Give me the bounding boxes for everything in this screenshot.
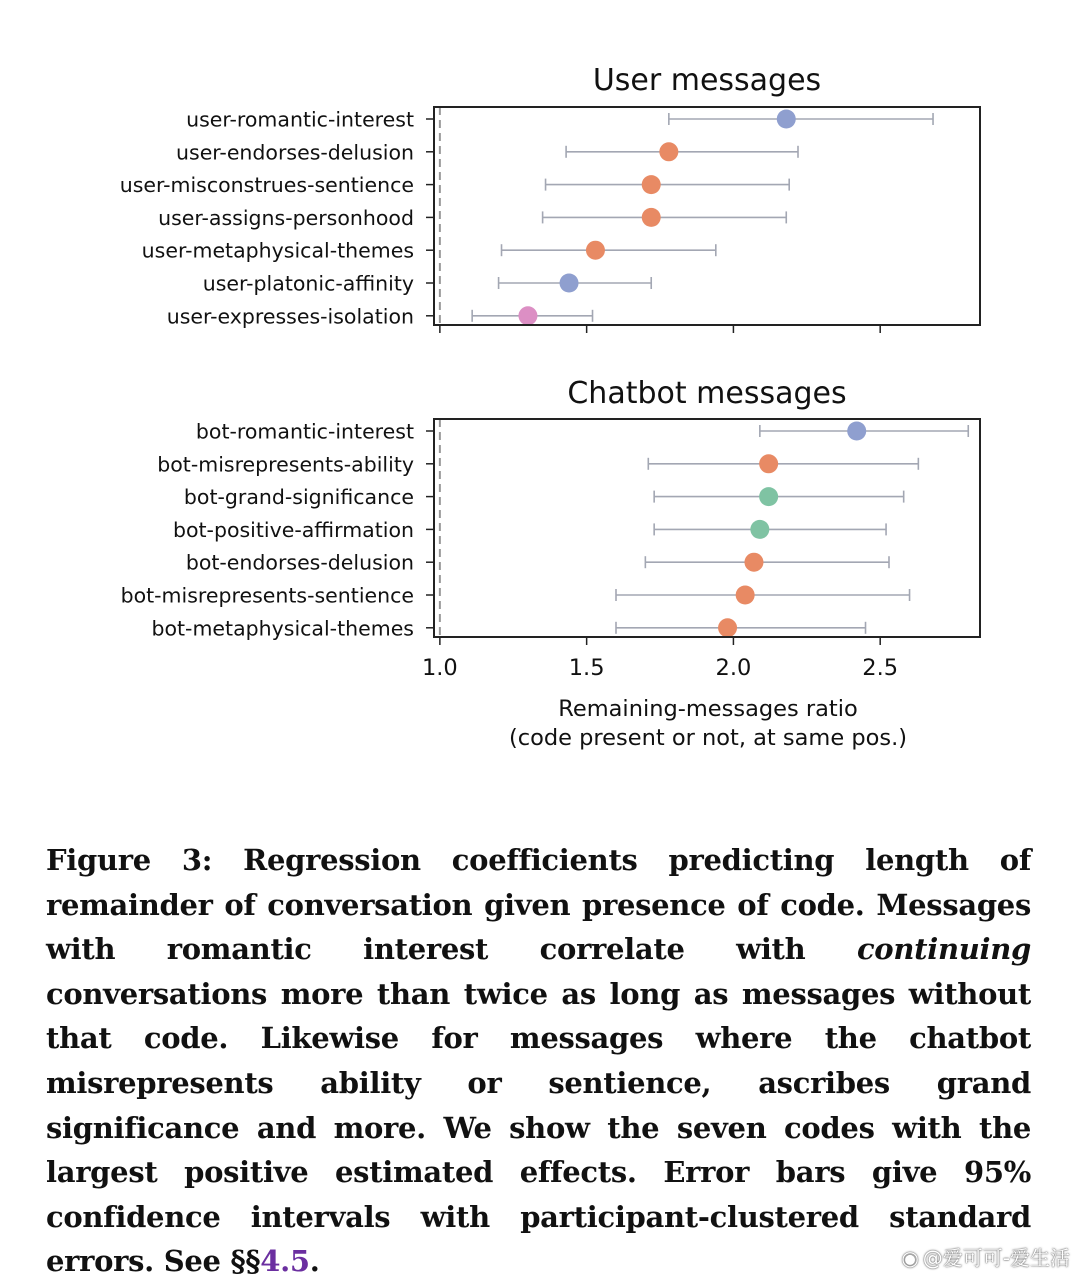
y-tick-label: user-expresses-isolation [166,304,414,329]
y-tick-label: bot-misrepresents-sentience [120,583,414,608]
panel-title: User messages [592,63,822,98]
data-point [744,553,763,572]
caption-emphasis: continuing [856,932,1031,967]
y-tick-label: user-assigns-personhood [158,205,414,230]
y-tick-label: bot-metaphysical-themes [151,616,414,641]
data-point [718,618,737,637]
y-tick-label: bot-positive-affirmation [172,517,414,542]
data-point [659,142,678,161]
data-point [518,306,537,325]
x-tick-label: 1.0 [421,655,458,681]
x-tick-label: 2.0 [715,655,752,681]
watermark-text: @爱可可-爱生活 [922,1246,1070,1270]
y-tick-label: user-romantic-interest [186,107,414,132]
axes-frame [434,107,980,325]
data-point [642,208,661,227]
user-messages-panel [120,63,980,333]
panel-title: Chatbot messages [567,376,847,411]
y-tick-label: bot-misrepresents-ability [157,452,414,477]
y-tick-label: bot-romantic-interest [195,419,414,444]
data-point [777,110,796,129]
y-tick-label: user-misconstrues-sentience [119,173,414,198]
x-axis-label-secondary: (code present or not, at same pos.) [508,725,908,751]
x-tick-label: 1.5 [568,655,605,681]
y-tick-label: user-platonic-affinity [202,271,414,296]
x-tick-label: 2.5 [862,655,899,681]
data-point [759,454,778,473]
chatbot-messages-panel [121,376,980,681]
y-tick-label: user-metaphysical-themes [141,238,414,263]
data-point [736,586,755,605]
data-point [759,487,778,506]
weibo-icon: ◉ [901,1246,919,1270]
y-tick-label: bot-endorses-delusion [185,550,414,575]
data-point [642,175,661,194]
data-point [847,422,866,441]
caption-text-2: conversations more than twice as long as messages without that code. Likewise for messages where the chatbot misrepresents ability or sentience, ascribes grand significance and more. We show the seven codes with the largest positive estimated effects. Error bars give 95% confidence intervals with participant-clustered standard errors. See §§ [46,976,1031,1279]
caption-text-3: . [309,1244,320,1279]
y-tick-label: user-endorses-delusion [176,140,414,165]
section-reference-link[interactable]: 4.5 [260,1244,310,1279]
axes-frame [434,419,980,637]
figure-caption [46,838,1031,1284]
data-point [586,241,605,260]
watermark [901,1242,1070,1271]
data-point [750,520,769,539]
data-point [560,274,579,293]
y-tick-label: bot-grand-significance [183,485,414,510]
caption-text-1: Figure 3: Regression coefficients predicting length of remainder of conversation given presence of code. Messages with romantic interest correlate with [46,843,1031,967]
x-axis-label: Remaining-messages ratio [558,696,858,722]
